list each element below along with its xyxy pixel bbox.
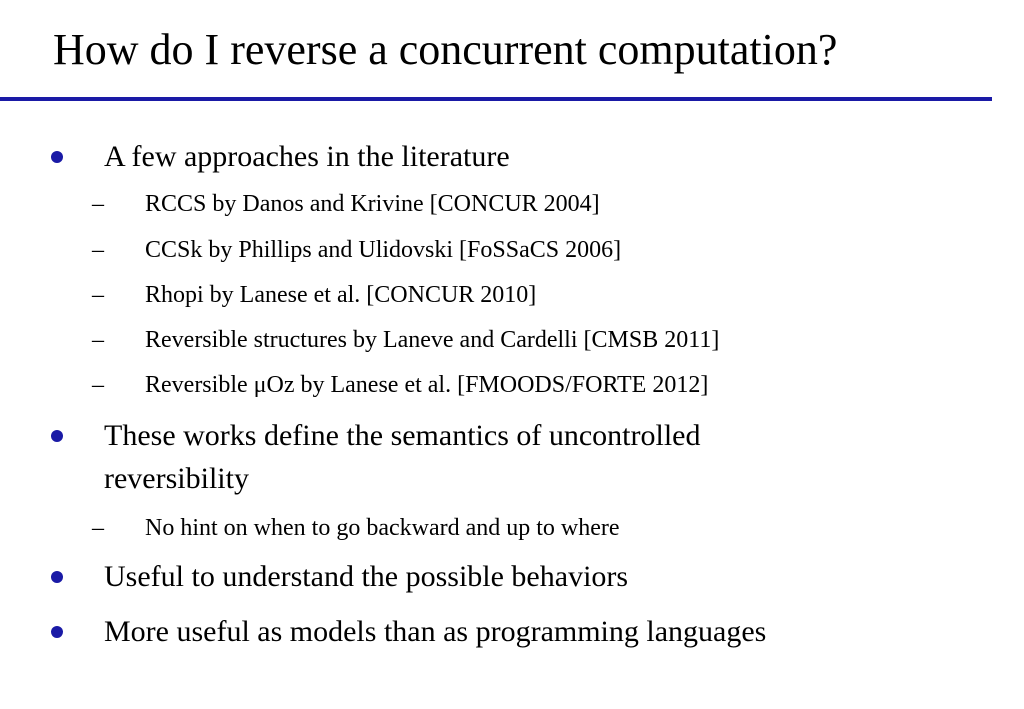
- dash-marker: –: [92, 515, 104, 541]
- bullet-dot-icon: [51, 151, 63, 163]
- dash-marker: –: [92, 237, 104, 263]
- bullet-text: Useful to understand the possible behaviors: [104, 560, 629, 593]
- sub-item-text: Rhopi by Lanese et al. [CONCUR 2010]: [145, 282, 537, 308]
- dash-marker: –: [92, 282, 104, 308]
- bullet-text-line: reversibility: [104, 462, 249, 495]
- bullet-text: More useful as models than as programming languages: [104, 615, 767, 648]
- bullet-text: A few approaches in the literature: [104, 140, 510, 173]
- sub-item-text: CCSk by Phillips and Ulidovski [FoSSaCS 2006]: [145, 237, 622, 263]
- sub-item-text: Reversible μOz by Lanese et al. [FMOODS/FORTE 2012]: [145, 372, 709, 398]
- dash-marker: –: [92, 372, 104, 398]
- dash-marker: –: [92, 327, 104, 353]
- slide-title: How do I reverse a concurrent computation?: [53, 25, 838, 74]
- bullet-dot-icon: [51, 626, 63, 638]
- sub-item-text: Reversible structures by Laneve and Cardelli [CMSB 2011]: [145, 327, 720, 353]
- title-rule: [0, 97, 992, 101]
- bullet-text-line: These works define the semantics of uncontrolled: [104, 419, 701, 452]
- bullet-dot-icon: [51, 571, 63, 583]
- bullet-dot-icon: [51, 430, 63, 442]
- dash-marker: –: [92, 191, 104, 217]
- sub-item-text: RCCS by Danos and Krivine [CONCUR 2004]: [145, 191, 600, 217]
- sub-item-text: No hint on when to go backward and up to where: [145, 515, 620, 541]
